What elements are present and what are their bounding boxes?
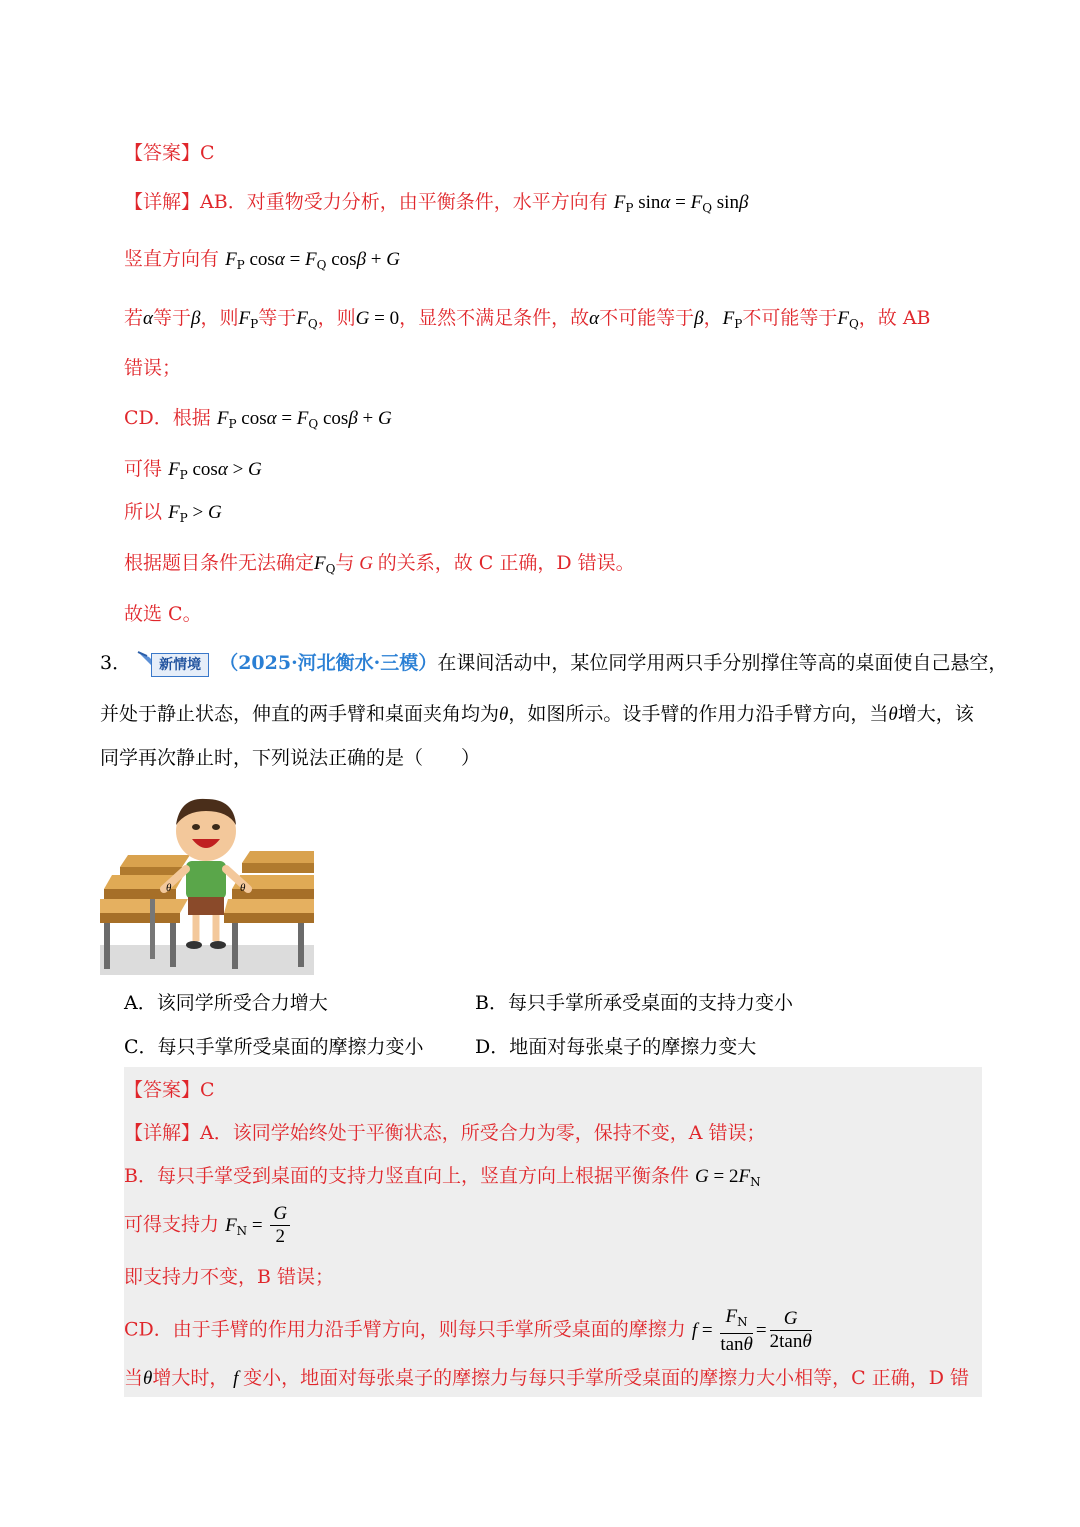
detail-line-4: 错误； <box>124 357 182 379</box>
student-desks-illustration <box>100 795 314 975</box>
detail-line-1: 【详解】AB．对重物受力分析，由平衡条件，水平方向有 $F_P$ $\sin\alpha = F_Q$ sinβ <box>124 191 749 215</box>
detail-line-7: 所以 $F_P > G$ <box>124 501 222 525</box>
detail2-line-d: 即支持力不变，B 错误； <box>124 1266 335 1288</box>
option-a[interactable]: A．该同学所受合力增大 <box>124 992 328 1014</box>
question-3-line-3: 同学再次静止时，下列说法正确的是（ ） <box>100 747 481 769</box>
new-scenario-badge: 新情境 <box>137 651 209 677</box>
question-3-line-2: 并处于静止状态，伸直的两手臂和桌面夹角均为θ，如图所示。设手臂的作用力沿手臂方向，当θ增大，该 <box>100 703 974 725</box>
detail2-line-b: B．每只手掌受到桌面的支持力竖直向上，竖直方向上根据平衡条件 $G = 2F_N$ <box>124 1165 761 1189</box>
svg-text:θ: θ <box>166 882 172 894</box>
detail2-line-f: 当θ增大时， f 变小，地面对每张桌子的摩擦力与每只手掌所受桌面的摩擦力大小相等，C 正确，D 错 <box>124 1367 970 1389</box>
svg-text:θ: θ <box>240 882 246 894</box>
question-3-line-1: 3． 新情境 （2025·河北衡水·三模）在课间活动中，某位同学用两只手分别撑住等高的桌面使自己悬空， <box>100 651 1007 677</box>
option-b[interactable]: B．每只手掌所承受桌面的支持力变小 <box>475 992 793 1014</box>
detail2-line-e: CD．由于手臂的作用力沿手臂方向，则每只手掌所受桌面的摩擦力 f = $\frac{F_N}{\tan\theta}$ = $\frac{G}{2\tan\theta}$ <box>124 1306 812 1355</box>
option-c[interactable]: C．每只手掌所受桌面的摩擦力变小 <box>124 1036 424 1058</box>
option-d[interactable]: D．地面对每张桌子的摩擦力变大 <box>475 1036 757 1058</box>
detail-line-3: 若α等于β，则$F_P$等于$F_Q$，则G = 0，显然不满足条件，故α不可能等于β，$F_P$不可能等于$F_Q$，故 AB <box>124 307 931 331</box>
answer-line-1: 【答案】C <box>124 142 215 164</box>
detail-line-5: CD．根据 $F_P$ $\cos\alpha = F_Q$ cosβ + G <box>124 407 392 431</box>
detail-line-8: 根据题目条件无法确定$F_Q$与 G 的关系，故 C 正确，D 错误。 <box>124 552 635 576</box>
detail-line-6: 可得 $F_P$ cosα > G <box>124 458 262 482</box>
detail-line-2: 竖直方向有 $F_P$ $\cos\alpha = F_Q$ cosβ + G <box>124 248 400 272</box>
answer-line-2: 【答案】C <box>124 1079 215 1101</box>
detail2-line-a: 【详解】A．该同学始终处于平衡状态，所受合力为零，保持不变，A 错误； <box>124 1122 766 1144</box>
detail-line-9: 故选 C。 <box>124 603 202 625</box>
detail2-line-c: 可得支持力 $F_N$ = $\frac{G}{2}$ <box>124 1203 293 1248</box>
